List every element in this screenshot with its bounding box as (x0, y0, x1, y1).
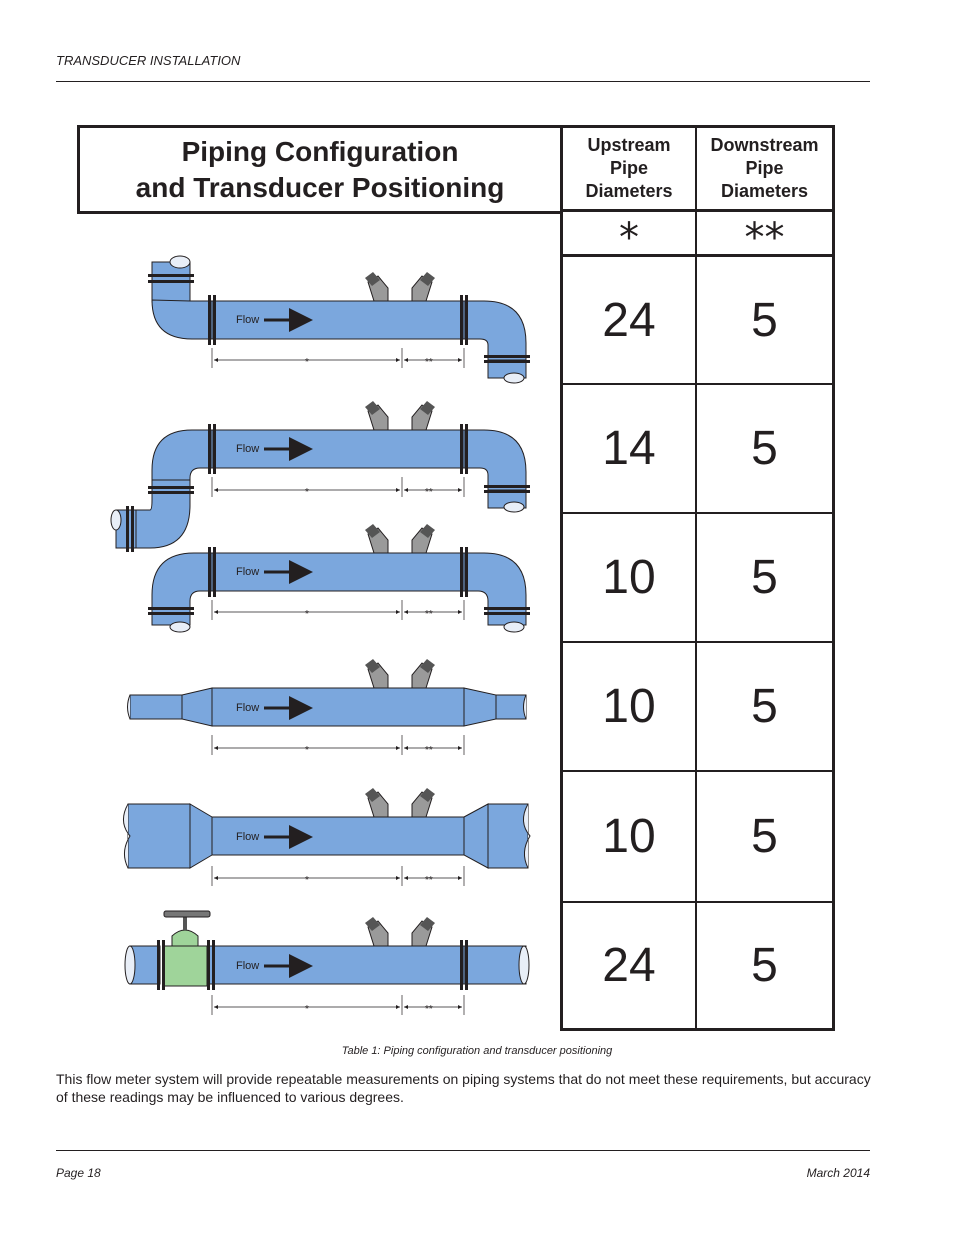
flange (213, 295, 216, 345)
transducer-icon (365, 272, 388, 301)
transducer-icon (412, 524, 435, 553)
diagram-row-3 (148, 524, 530, 632)
downstream-value-row-4: 5 (695, 641, 835, 772)
downstream-value-row-3: 5 (695, 512, 835, 643)
transducer-icon (365, 401, 388, 430)
downstream-column-header (695, 125, 835, 212)
flow-label: Flow (236, 702, 260, 714)
upstream-value-row-5: 10 (560, 770, 697, 903)
upstream-column-header (560, 125, 697, 212)
transducer-icon (365, 788, 388, 817)
flange (465, 295, 468, 345)
flow-label: Flow (236, 960, 260, 972)
footer-rule (56, 1150, 870, 1151)
upstream-header-line: Upstream (587, 135, 671, 155)
dimension-upstream: * (305, 609, 309, 620)
transducer-icon (365, 917, 388, 946)
flow-label: Flow (236, 566, 260, 578)
downstream-value-row-6: 5 (695, 901, 835, 1031)
downstream-value-row-1: 5 (695, 254, 835, 385)
flange (148, 280, 194, 283)
upstream-value-row-4: 10 (560, 641, 697, 772)
diagram-row-1 (148, 256, 530, 383)
flange (484, 355, 530, 358)
diagram-row-4 (128, 659, 527, 756)
body-paragraph: This flow meter system will provide repeatable measurements on piping systems that do not meet these requirements, but accuracy of these readings may be influenced to various degrees. (56, 1071, 871, 1105)
dimension-upstream: * (305, 1004, 309, 1015)
upstream-value-row-3: 10 (560, 512, 697, 643)
upstream-value-row-6: 24 (560, 901, 697, 1031)
flange (208, 295, 211, 345)
upstream-header-line: Pipe (609, 158, 648, 178)
diagram-row-6 (125, 911, 529, 1015)
flange (484, 360, 530, 363)
flow-label: Flow (236, 831, 260, 843)
dimension-downstream: ** (425, 875, 433, 886)
flow-label: Flow (236, 443, 260, 455)
flange (460, 295, 463, 345)
transducer-icon (412, 659, 435, 688)
table-title-line-2: and Transducer Positioning (135, 171, 505, 203)
footer-date: March 2014 (806, 1166, 870, 1180)
transducer-icon (365, 524, 388, 553)
downstream-symbol-cell: ** (695, 210, 835, 256)
flange (148, 274, 194, 277)
dimension-downstream: ** (425, 609, 433, 620)
diagram-row-5 (123, 788, 530, 886)
flow-label: Flow (236, 314, 260, 326)
piping-diagrams (0, 0, 560, 1040)
transducer-icon (365, 659, 388, 688)
dimension-downstream: ** (425, 745, 433, 756)
dimension-upstream: * (305, 745, 309, 756)
downstream-value-row-2: 5 (695, 383, 835, 514)
dimension-upstream: * (305, 357, 309, 368)
dimension-downstream: ** (425, 357, 433, 368)
table-title-line-1: Piping Configuration (181, 135, 459, 167)
downstream-header-line: Downstream (710, 135, 819, 155)
page-number: Page 18 (56, 1166, 101, 1180)
downstream-value-row-5: 5 (695, 770, 835, 903)
transducer-icon (412, 917, 435, 946)
upstream-symbol-cell: * (560, 210, 697, 256)
running-header: TRANSDUCER INSTALLATION (56, 53, 241, 68)
transducer-icon (412, 401, 435, 430)
dimension-downstream: ** (425, 487, 433, 498)
downstream-header-line: Diameters (720, 181, 809, 201)
dimension-downstream: ** (425, 1004, 433, 1015)
dimension-upstream: * (305, 487, 309, 498)
upstream-header-line: Diameters (585, 181, 673, 201)
upstream-value-row-1: 24 (560, 254, 697, 385)
downstream-header-line: Pipe (745, 158, 784, 178)
dimension-upstream: * (305, 875, 309, 886)
gate-valve-icon (163, 911, 210, 986)
transducer-icon (412, 272, 435, 301)
table-caption: Table 1: Piping configuration and transducer positioning (341, 1045, 613, 1057)
upstream-value-row-2: 14 (560, 383, 697, 514)
diagram-row-2 (111, 401, 530, 552)
transducer-icon (412, 788, 435, 817)
